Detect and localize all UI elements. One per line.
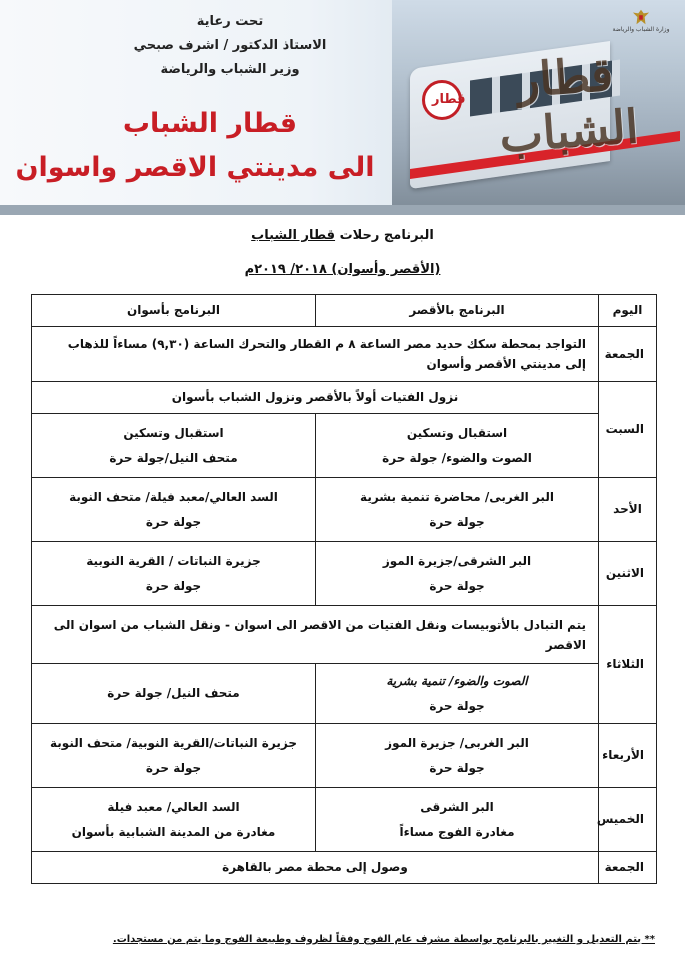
table-row [32, 788, 657, 852]
luxor-cell [316, 724, 599, 788]
day-cell: الأحد [599, 478, 657, 542]
header-luxor: البرنامج بالأقصر [316, 295, 599, 327]
activity-line: جولة حرة [145, 514, 202, 529]
sponsor-block [70, 10, 390, 82]
activity-line: جولة حرة [429, 760, 485, 775]
emblem-text: وزارة الشباب والرياضة [612, 26, 670, 33]
luxor-cell [316, 788, 599, 852]
table-row [32, 414, 657, 478]
day-cell: السبت [599, 382, 657, 478]
aswan-cell [32, 542, 316, 606]
activity-line: جولة حرة [145, 578, 202, 593]
aswan-cell: متحف النيل/ جولة حرة [32, 664, 316, 724]
banner-title: قطار الشباب [122, 108, 298, 139]
footnote: ** يتم التعديل و التغيير بالبرنامج بواسطة مشرف عام الفوج وفقاً لظروف وطبيعة الفوج وما يتم من مستجدات. [112, 934, 655, 945]
table-row [32, 542, 657, 606]
header-aswan: البرنامج بأسوان [32, 295, 316, 327]
table-row [32, 852, 657, 884]
activity-line: متحف النيل/جولة حرة [109, 450, 238, 465]
activity-span-cell: وصول إلى محطة مصر بالقاهرة [32, 852, 599, 884]
activity-span-cell: نزول الفتيات أولاً بالأقصر ونزول الشباب بأسوان [32, 382, 599, 414]
activity-line: السد العالي/ معبد فيلة [107, 799, 240, 814]
activity-line: جزيرة النباتات/القرية النوبية/ متحف النوبة [50, 735, 297, 750]
luxor-cell [316, 664, 599, 724]
program-heading [0, 228, 685, 243]
rail-strip [0, 205, 685, 215]
train-logo-icon: قطار [422, 80, 462, 120]
day-cell: الجمعة [599, 327, 657, 382]
activity-line: جولة حرة [429, 698, 485, 713]
sponsor-line: تحت رعاية [196, 14, 264, 29]
activity-line: استقبال وتسكين [406, 425, 508, 440]
activity-line: السد العالي/معبد فيلة/ متحف النوبة [69, 489, 278, 504]
activity-line: البر الغربى/ جزيرة الموز [385, 735, 529, 750]
banner-subtitle: الى مدينتي الاقصر واسوان [15, 152, 375, 183]
activity-line: جزيرة النباتات / القرية النوبية [86, 553, 261, 568]
eagle-icon [632, 8, 650, 26]
program-subheading: (الأقصر وأسوان) ٢٠١٨/ ٢٠١٩م [244, 262, 441, 277]
day-cell: الجمعة [599, 852, 657, 884]
activity-line: الصوت والضوء/ تنمية بشرية [386, 673, 528, 688]
table-row [32, 382, 657, 414]
heading-text: البرنامج رحلات [335, 228, 434, 243]
header-day: اليوم [599, 295, 657, 327]
day-cell: الاثنين [599, 542, 657, 606]
activity-line: البر الشرقى/جزيرة الموز [382, 553, 532, 568]
table-header-row [32, 295, 657, 327]
luxor-cell [316, 542, 599, 606]
ministry-emblem [611, 8, 671, 54]
table-row [32, 724, 657, 788]
table-row [32, 478, 657, 542]
table-row [32, 606, 657, 664]
activity-line: جولة حرة [429, 514, 485, 529]
aswan-cell [32, 478, 316, 542]
activity-line: مغادرة الفوج مساءاً [399, 824, 515, 839]
aswan-cell [32, 788, 316, 852]
activity-span-cell: التواجد بمحطة سكك حديد مصر الساعة ٨ م القطار والتحرك الساعة (٩,٣٠) مساءاً للذهاب إلى مدينتي الأقصر وأسوان [32, 327, 599, 382]
luxor-cell [316, 478, 599, 542]
activity-line: البر الشرقى [420, 799, 494, 814]
table-row [32, 327, 657, 382]
luxor-cell [316, 414, 599, 478]
activity-line: مغادرة من المدينة الشبابية بأسوان [71, 824, 276, 839]
day-cell: الأربعاء [599, 724, 657, 788]
activity-span-cell: يتم التبادل بالأتوبيسات ونقل الفتيات من الاقصر الى اسوان - ونقل الشباب من اسوان الى الاقصر [32, 606, 599, 664]
sponsor-line: وزير الشباب والرياضة [160, 62, 300, 77]
table-row [32, 664, 657, 724]
sponsor-line: الاستاذ الدكتور / اشرف صبحي [133, 38, 327, 53]
day-cell: الخميس [599, 788, 657, 852]
header-banner [0, 0, 685, 215]
activity-line: استقبال وتسكين [123, 425, 224, 440]
train-watermark-title: قطار الشباب [497, 46, 641, 163]
activity-line: الصوت والضوء/ جولة حرة [382, 450, 532, 465]
heading-train-name: قطار الشباب [251, 228, 336, 243]
schedule-table [31, 294, 657, 884]
aswan-cell [32, 414, 316, 478]
day-cell: الثلاثاء [599, 606, 657, 724]
aswan-cell [32, 724, 316, 788]
activity-line: جولة حرة [429, 578, 485, 593]
activity-line: جولة حرة [145, 760, 202, 775]
activity-line: البر الغربى/ محاضرة تنمية بشرية [360, 489, 554, 504]
